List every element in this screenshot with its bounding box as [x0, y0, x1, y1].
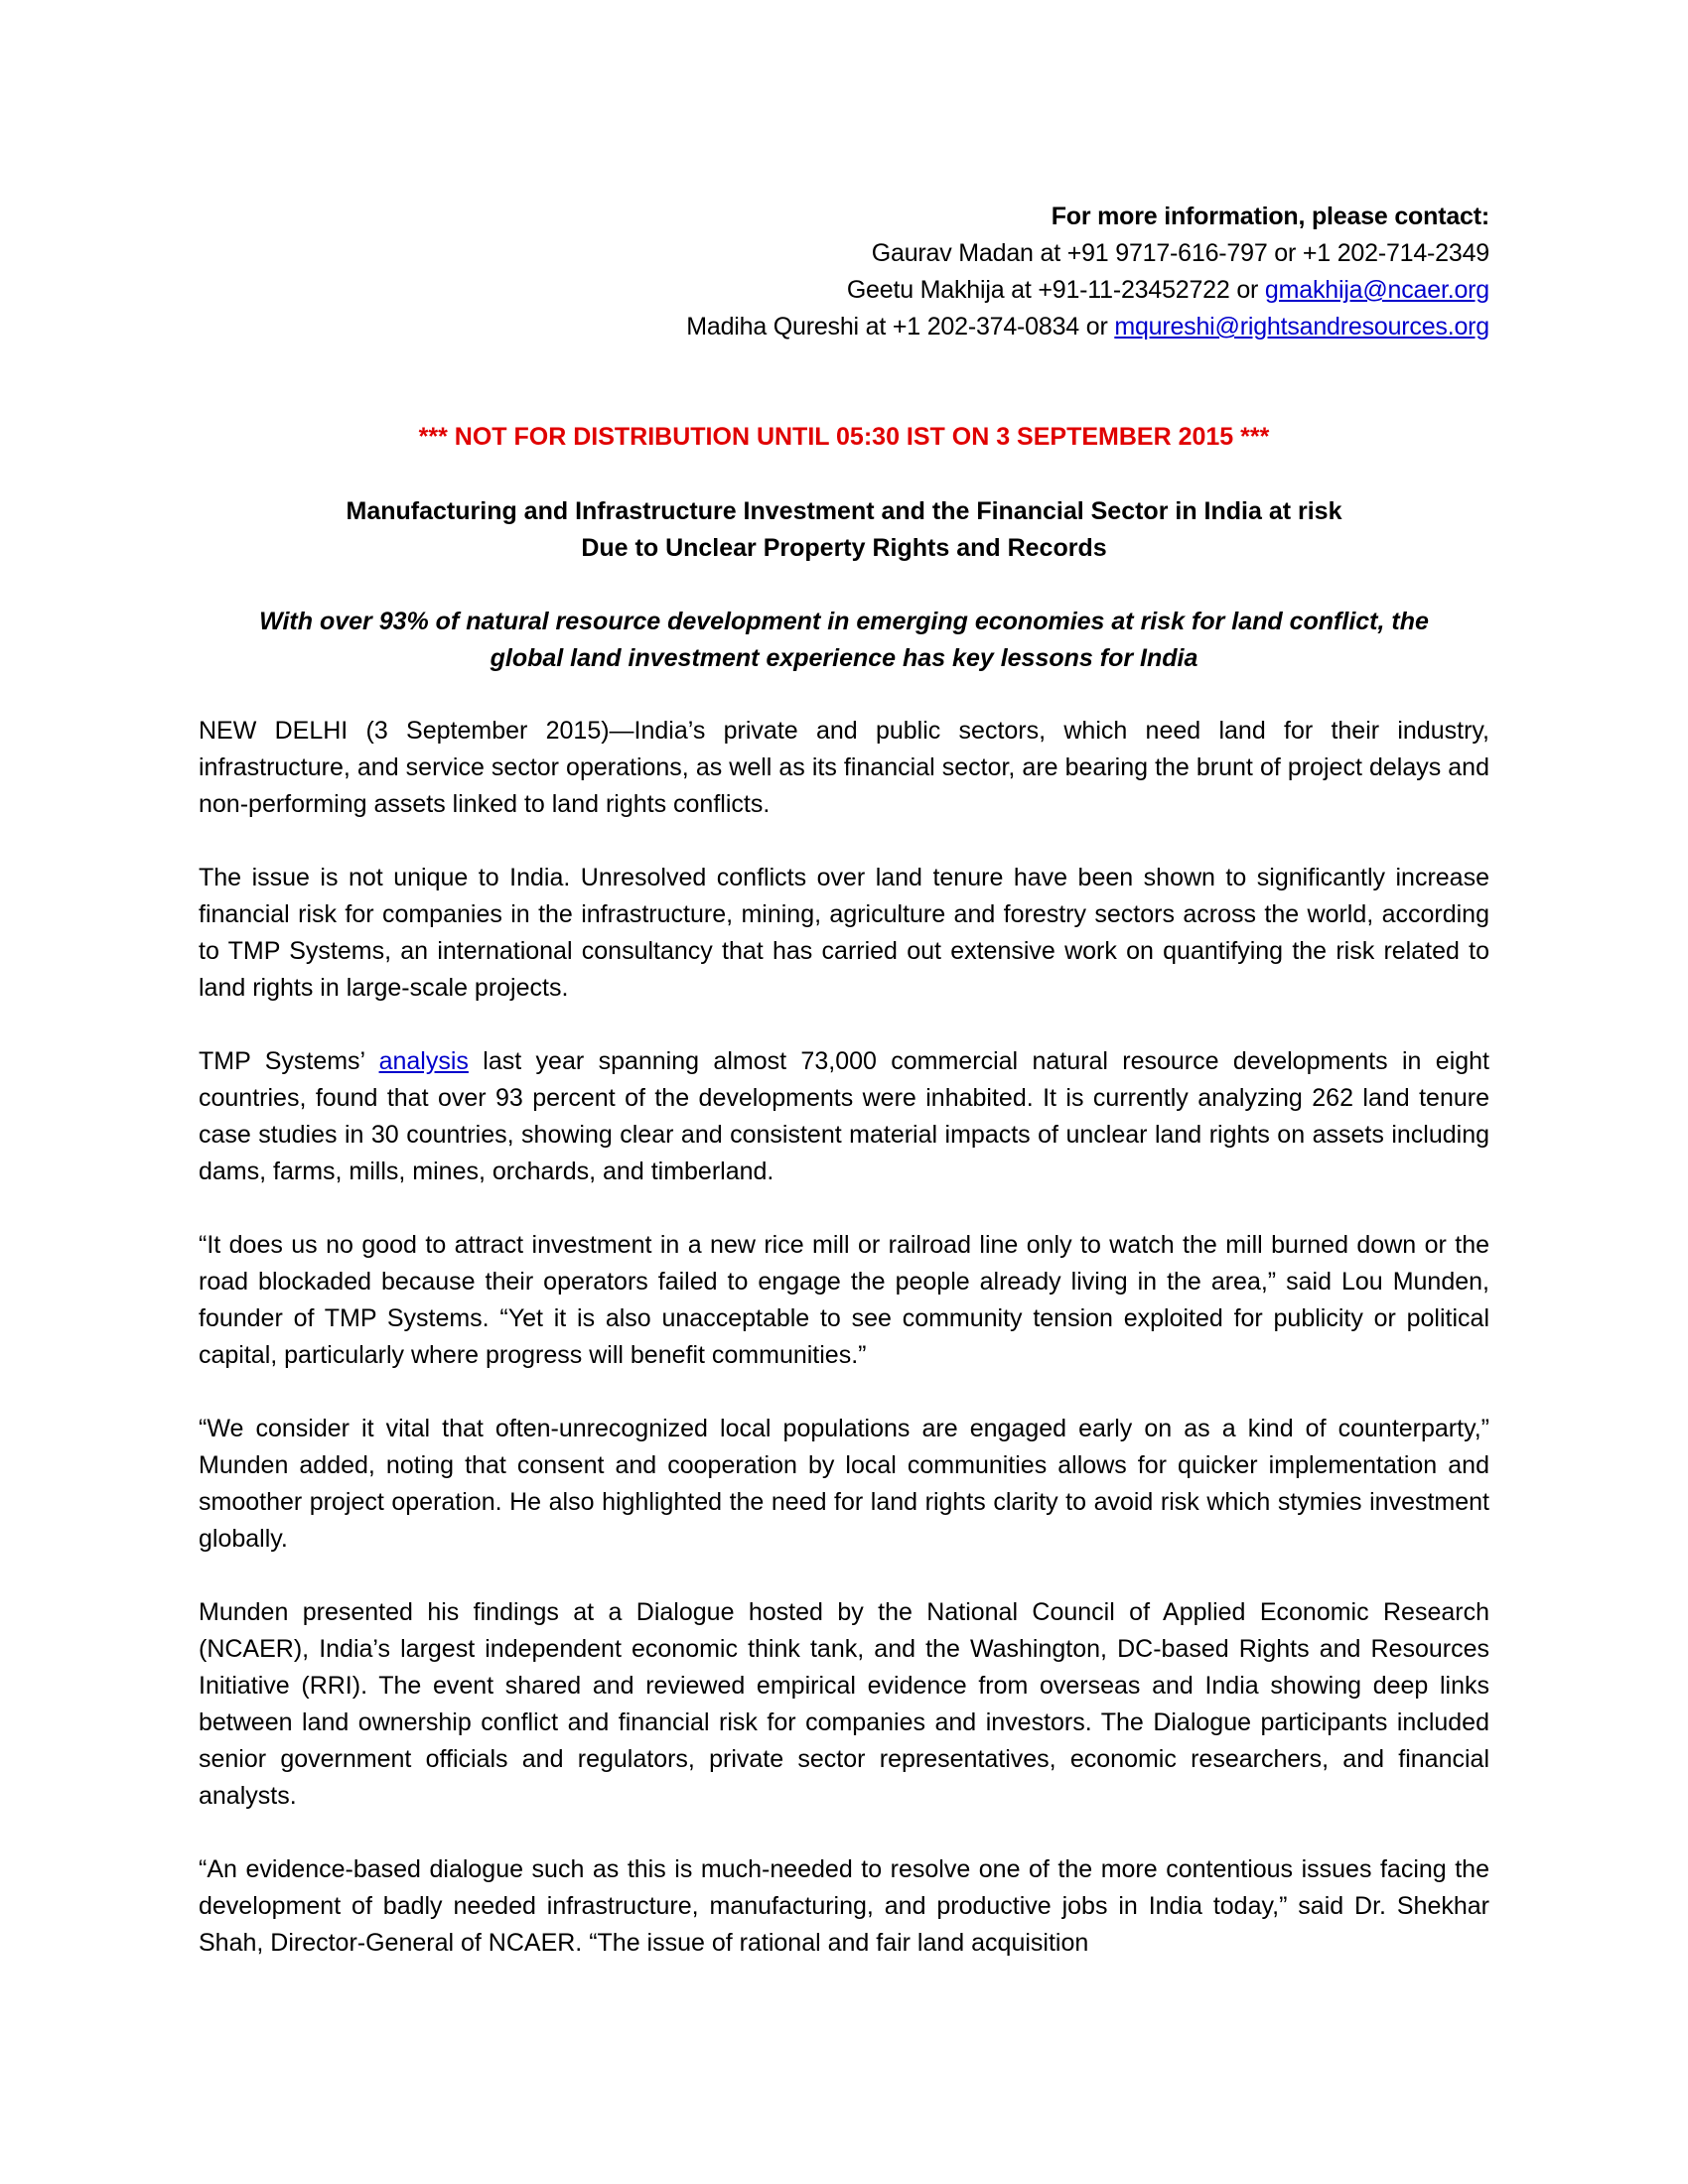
paragraph-dialogue: Munden presented his findings at a Dialogue hosted by the National Council of Applied Economic Research (NCAER), India’s largest independent economic think tank, and the Washington, DC-based Rights and Resources Initiative (RRI). The event shared and reviewed empirical evidence from overseas and India showing deep links between land ownership conflict and financial risk for companies and investors. The Dialogue participants included senior government officials and regulators, private sector representatives, economic researchers, and financial analysts. — [199, 1598, 1489, 1810]
contact-line-gaurav-madan: Gaurav Madan at +91 9717-616-797 or +1 202-714-2349 — [871, 239, 1489, 267]
contact-line-madiha-qureshi: Madiha Qureshi at +1 202-374-0834 or mqureshi@rightsandresources.org — [686, 313, 1489, 341]
subheadline-line-2: global land investment experience has key lessons for India — [490, 644, 1198, 672]
embargo-notice: *** NOT FOR DISTRIBUTION UNTIL 05:30 IST ON 3 SEPTEMBER 2015 *** — [418, 423, 1270, 451]
paragraph-munden-quote-1: “It does us no good to attract investment in a new rice mill or railroad line only to watch the mill burned down or the road blockaded because their operators failed to engage the people already living in the area,” said Lou Munden, founder of TMP Systems. “Yet it is also unacceptable to see community tension exploited for publicity or political capital, particularly where progress will benefit communities.” — [199, 1231, 1489, 1369]
analysis-link[interactable]: analysis — [378, 1047, 469, 1075]
contact-title: For more information, please contact: — [1051, 203, 1489, 230]
email-link-gmakhija[interactable]: gmakhija@ncaer.org — [1264, 276, 1489, 304]
email-link-mqureshi[interactable]: mqureshi@rightsandresources.org — [1114, 313, 1489, 341]
headline — [199, 493, 1489, 567]
subheadline — [199, 604, 1489, 677]
paragraph-issue-not-unique: The issue is not unique to India. Unresolved conflicts over land tenure have been shown to significantly increase financial risk for companies in the infrastructure, mining, agriculture and forestry sectors across the world, according to TMP Systems, an international consultancy that has carried out extensive work on quantifying the risk related to land rights in large-scale projects. — [199, 864, 1489, 1002]
contact-line-geetu-makhija: Geetu Makhija at +91-11-23452722 or gmakhija@ncaer.org — [846, 276, 1489, 304]
paragraph-shah-quote: “An evidence-based dialogue such as this is much-needed to resolve one of the more contentious issues facing the development of badly needed infrastructure, manufacturing, and productive jobs in India today,” said Dr. Shekhar Shah, Director-General of NCAER. “The issue of rational and fair land acquisition — [199, 1855, 1489, 1957]
contact-block — [686, 199, 1489, 345]
paragraph-tmp-analysis: TMP Systems’ analysis last year spanning almost 73,000 commercial natural resource developments in eight countries, found that over 93 percent of the developments were inhabited. It is currently analyzing 262 land tenure case studies in 30 countries, showing clear and consistent material impacts of unclear land rights on assets including dams, farms, mills, mines, orchards, and timberland. — [199, 1047, 1490, 1185]
subheadline-line-1: With over 93% of natural resource development in emerging economies at risk for land conflict, the — [259, 608, 1429, 635]
paragraph-dateline: NEW DELHI (3 September 2015)—India’s private and public sectors, which need land for their industry, infrastructure, and service sector operations, as well as its financial sector, are bearing the brunt of project delays and non-performing assets linked to land rights conflicts. — [199, 717, 1489, 818]
headline-line-2: Due to Unclear Property Rights and Records — [581, 534, 1107, 562]
headline-line-1: Manufacturing and Infrastructure Investment and the Financial Sector in India at risk — [346, 497, 1342, 525]
paragraph-munden-quote-2: “We consider it vital that often-unrecognized local populations are engaged early on as a kind of counterparty,” Munden added, noting that consent and cooperation by local communities allows for quicker implementation and smoother project operation. He also highlighted the need for land rights clarity to avoid risk which stymies investment globally. — [199, 1415, 1489, 1553]
press-release-body — [199, 713, 1489, 1962]
